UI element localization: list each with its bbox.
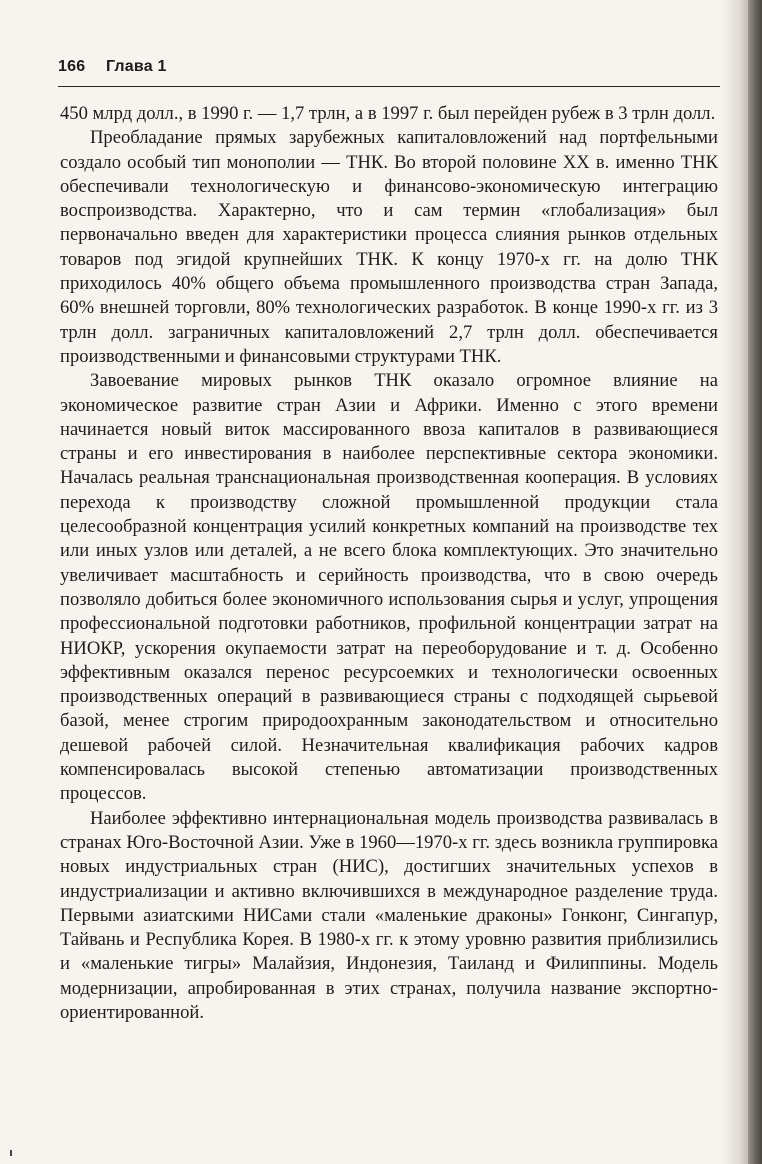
paragraph-tnk-monopoly: Преобладание прямых зарубежных капиталовложений над портфельными создало особый тип монополии — ТНК. Во второй половине XX в. именно ТНК обеспечивали технологическую и финансово-экономическую интеграцию воспроизводства. Характерно, что и сам термин «глобализация» был первоначально введен для характеристики процесса слияния рынков отдельных товаров под эгидой крупнейших ТНК. К концу 1970-х гг. на долю ТНК приходилось 40% общего объема промышленного производства стран Запада, 60% внешней торговли, 80% технологических разработок. В конце 1990-х гг. из 3 трлн долл. заграничных капиталовложений 2,7 трлн долл. обеспечивается производственными и финансовыми структурами ТНК. [60, 127, 718, 367]
page-number: 166 [58, 58, 86, 75]
paragraph-world-markets: Завоевание мировых рынков ТНК оказало огромное влияние на экономическое развитие стран Азии и Африки. Именно с этого времени начинается новый виток массированного ввоза капиталов в развивающиеся страны и его инвестирования в наиболее перспективные сектора экономики. Началась реальная транснациональная производственная кооперация. В условиях перехода к производству сложной промышленной продукции стала целесообразной концентрация усилий конкретных компаний на производстве тех или иных узлов или деталей, а не всего блока комплектующих. Это значительно увеличивает масштабность и серийность производства, что в свою очередь позволяло добиться более экономичного использования сырья и услуг, упрощения профессиональной подготовки работников, профильной концентрации затрат на НИОКР, ускорения окупаемости затрат на переоборудование и т. д. Особенно эффективным оказался перенос ресурсоемких и технологически освоенных производственных операций в развивающиеся страны с подходящей сырьевой базой, менее строгим природоохранным законодательством и относительно дешевой рабочей силой. Незначительная квалификация рабочих кадров компенсировалась высокой степенью автоматизации производственных процессов. [60, 370, 718, 805]
body-text [60, 102, 718, 1025]
binding-shadow [748, 0, 762, 1164]
header-rule [58, 86, 720, 87]
margin-mark [10, 1150, 12, 1156]
chapter-title: Глава 1 [105, 58, 167, 75]
running-header [58, 58, 718, 76]
paragraph-continuation: 450 млрд долл., в 1990 г. — 1,7 трлн, а в 1997 г. был перейден рубеж в 3 трлн долл. [60, 103, 716, 124]
paragraph-southeast-asia: Наиболее эффективно интернациональная модель производства развивалась в странах Юго-Восточной Азии. Уже в 1960—1970-х гг. здесь возникла группировка новых индустриальных стран (НИС), достигших значительных успехов в индустриализации и активно включившихся в международное разделение труда. Первыми азиатскими НИСами стали «маленькие драконы» Гонконг, Сингапур, Тайвань и Республика Корея. В 1980-х гг. к этому уровню развития приблизились и «маленькие тигры» Малайзия, Индонезия, Таиланд и Филиппины. Модель модернизации, апробированная в этих странах, получила название экспортно-ориентированной. [60, 807, 718, 1023]
